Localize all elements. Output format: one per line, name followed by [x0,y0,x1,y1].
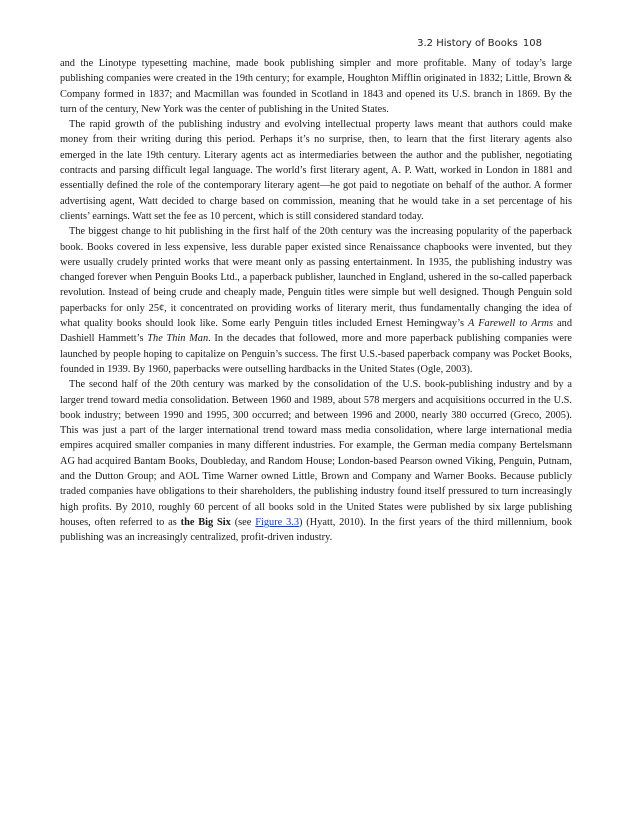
paragraph-3-text-c: . In the decades that followed, more and more paperback publishing companies were launched by people hoping to capitalize on Penguin’s success. The first U.S.-based paperback company was Pocket Books, founded in 1939. By 1960, paperbacks were outselling hardbacks in the United States (Ogle, 2003). [60,333,572,375]
body-text [60,56,572,546]
paragraph-3 [60,224,572,377]
paragraph-4-text-a: The second half of the 20th century was marked by the consolidation of the U.S. book-publishing industry and by a larger trend toward media consolidation. Between 1960 and 1989, about 578 mergers and acquisitions occurred in the U.S. book industry; between 1990 and 1995, 300 occurred; and between 1996 and 2000, nearly 380 occurred (Greco, 2005). This was just a part of the larger international trend toward mass media consolidation, where large international media empires acquired smaller companies in many different industries. For example, the German media company Bertelsmann AG had acquired Bantam Books, Doubleday, and Random House; London-based Pearson owned Viking, Penguin, Putnam, and the Dutton Group; and AOL Time Warner owned Little, Brown and Company and Warner Books. Because publicly traded companies have obligations to their shareholders, the publishing industry found itself pressured to turn increasingly high profits. By 2010, roughly 60 percent of all books sold in the United States were published by six large publishing houses, often referred to as [60,379,572,528]
paragraph-4-text-b: (see [230,516,256,528]
paragraph-4-text-c: ) (Hyatt, 2010). In the first years of the third millennium, book publishing was an increasingly centralized, profit-driven industry. [60,516,573,544]
page-number: 108 [522,38,542,49]
running-header [417,38,542,49]
paragraph-3-text-a: The biggest change to hit publishing in the first half of the 20th century was the increasing popularity of the paperback book. Books covered in less expensive, less durable paper existed since Renaissance chapbooks were invented, but they were usually crudely printed works that were meant only as passing entertainment. In 1935, the publishing industry was changed forever when Penguin Books Ltd., a paperback publisher, launched in England, ushered in the so-called paperback revolution. Instead of being crude and cheaply made, Penguin titles were simple but well designed. Though Penguin sold paperbacks for only 25¢, it concentrated on providing works of literary merit, thus fundamentally changing the idea of what quality books should look like. Some early Penguin titles included Ernest Hemingway’s [60,226,572,330]
section-title: 3.2 History of Books [417,38,518,49]
paragraph-3-text-b: and Dashiell Hammett’s [60,318,572,345]
key-term-big-six: the Big Six [180,516,231,528]
paragraph-2: The rapid growth of the publishing industry and evolving intellectual property laws meant that authors could make money from their writing during this period. Perhaps it’s no surprise, then, to learn that the first literary agents also emerged in the late 19th century. Literary agents act as intermediaries between the author and the publisher, negotiating contracts and parsing difficult legal language. The world’s first literary agent, A. P. Watt, worked in London in 1881 and essentially defined the role of the contemporary literary agent—he got paid to negotiate on behalf of the author. A former advertising agent, Watt decided to charge based on commission, meaning that he would take in a set percentage of his clients’ earnings. Watt set the fee as 10 percent, which is still considered standard today. [60,119,572,222]
book-title-farewell: A Farewell to Arms [468,318,553,330]
paragraph-4 [60,377,572,545]
figure-3-3-link[interactable]: Figure 3.3 [255,516,300,528]
book-title-thin-man: The Thin Man [147,333,209,345]
paragraph-1: and the Linotype typesetting machine, made book publishing simpler and more profitable. Many of today’s large publishing companies were created in the 19th century; for example, Houghton Mifflin originated in 1832; Little, Brown & Company formed in 1837; and Macmillan was founded in Scotland in 1843 and opened its U.S. branch in 1869. By the turn of the century, New York was the center of publishing in the United States. [60,58,572,115]
